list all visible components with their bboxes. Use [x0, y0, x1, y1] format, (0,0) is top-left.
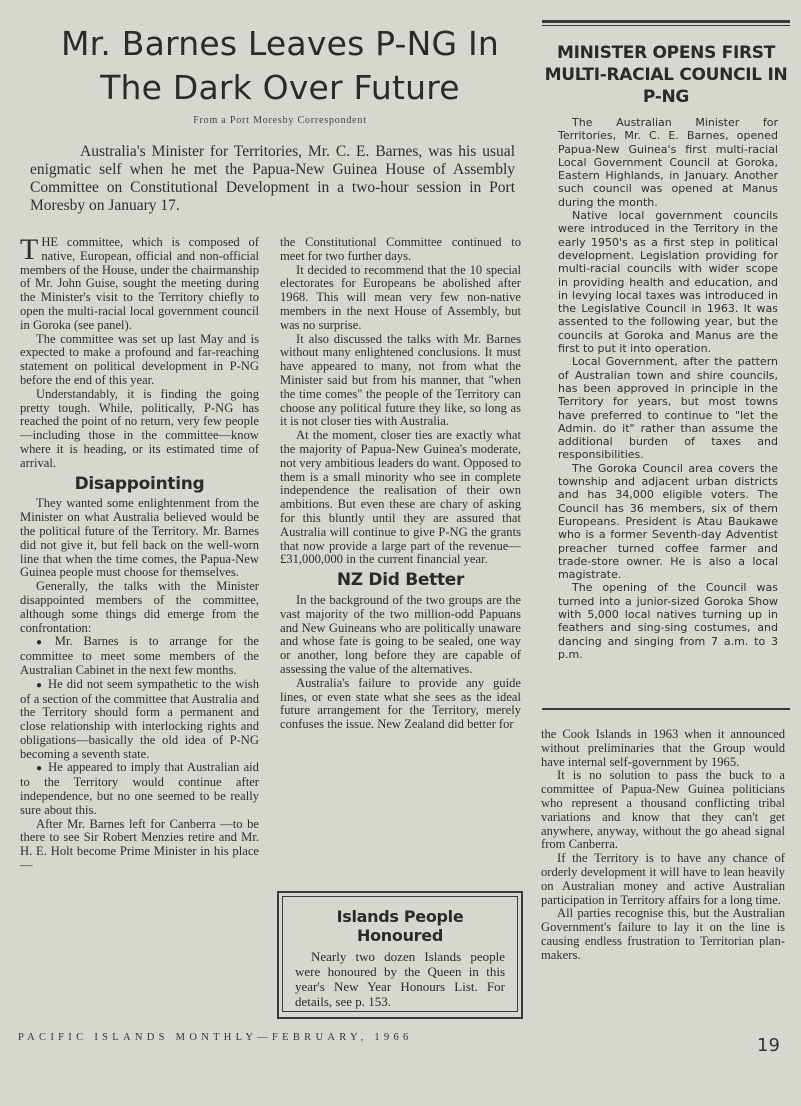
honours-box-title: Islands People Honoured: [336, 907, 464, 945]
col2-paragraph-5: In the background of the two groups are the vast majority of the two million-odd Papuans and New Guineans who are politically unaware and whose fate is going to be sealed, one way or another, long before they are capable of assessing the value of the alternatives.: [280, 592, 521, 676]
col3-paragraph-4: All parties recognise this, but the Australian Government's failure to lay it on the line is causing endless frustration to Territorian plan-makers.: [541, 906, 785, 962]
sidebar-paragraph-1: The Australian Minister for Territories, Mr. C. E. Barnes, opened Papua-New Guinea's first multi-racial Local Government Council at Goroka, Eastern Highlands, in January. Another such council was opened at Manus during the month.: [558, 116, 778, 209]
column-2: [280, 236, 521, 732]
honours-box: [277, 891, 523, 1019]
subhead-disappointing: Disappointing: [74, 473, 205, 494]
col1-paragraph-4: They wanted some enlightenment from the Minister on what Australia believed would be the political future of the Territory. Mr. Barnes did not give it, but fell back on the well-worn line that when the time comes, the Papua-New Guinea people must choose for themselves.: [20, 496, 259, 580]
sidebar-top-rule-thin: [542, 25, 790, 26]
col2-paragraph-2: It decided to recommend that the 10 special electorates for Europeans be abolished after 1968. This will mean very few non-native members in the next House of Assembly, but was no surprise.: [280, 262, 521, 332]
sidebar-paragraph-3: Local Government, after the pattern of Australian town and shire councils, has been approved in principle in the Territory for years, but most towns have preferred to continue to "let the Admin. do it" rather than assume the additional burden of taxes and responsibilities.: [558, 355, 778, 462]
column-3: [541, 728, 785, 963]
subhead-nz-did-better: NZ Did Better: [336, 570, 465, 591]
sidebar-panel: [542, 20, 790, 710]
sidebar-paragraph-5: The opening of the Council was turned into a junior-sized Goroka Show with 5,000 local natives turning up in feathers and sing-sing costumes, and dancing and singing from 7 a.m. to 3 p.m.: [558, 581, 778, 661]
sidebar-top-rule: [542, 20, 790, 23]
col1-paragraph-1: THE committee, which is composed of native, European, official and non-official members of the House, under the chairmanship of Mr. John Guise, sought the meeting during the Minister's visit to the Territory chiefly to open the multi-racial local government council in Goroka (see panel).: [20, 233, 259, 332]
col1-paragraph-2: The committee was set up last May and is expected to make a profound and far-reaching statement on political development in P-NG before the end of this year.: [20, 331, 259, 387]
col2-paragraph-3: It also discussed the talks with Mr. Barnes without many enlightened conclusions. It must have appeared to many, not from what the Minister said but from his manner, that "when the time comes" the people of the Territory can choose any political future they like, so long as it is not closer ties with Australia.: [280, 331, 521, 429]
sidebar-bottom-rule: [542, 708, 790, 710]
sidebar-paragraph-4: The Goroka Council area covers the township and adjacent urban districts and has 34,000 eligible voters. The Council has 36 members, six of them Europeans. President is Atau Baukawe who is a former Seventh-day Adventist preacher turned coffee farmer and trade-store owner. He is also a local magistrate.: [558, 461, 778, 582]
lead-paragraph: Australia's Minister for Territories, Mr. C. E. Barnes, was his usual enigmatic self when he met the Papua-New Guinea House of Assembly Committee on Constitutional Development in a two-hour session in Port Moresby on January 17.: [30, 143, 515, 214]
col1-paragraph-3: Understandably, it is finding the going pretty tough. While, politically, P-NG has reached the point of no return, very few people—including those in the committee—know where it is heading, or its estimated time of arrival.: [20, 386, 259, 470]
sidebar-body: [542, 116, 790, 661]
col3-paragraph-2: It is no solution to pass the buck to a committee of Papua-New Guinea politicians who represent a thousand conflicting tribal variations and know that they can't get anywhere, anyway, without the go ahead signal from Canberra.: [541, 768, 785, 852]
headline-line-2: The Dark Over Future: [100, 68, 460, 107]
col2-paragraph-6: Australia's failure to provide any guide lines, or even state what she sees as the ideal future arrangement for the Territory, merely confuses the issue. New Zealand did better for: [280, 675, 521, 732]
headline-line-1: Mr. Barnes Leaves P-NG In: [60, 24, 500, 63]
col3-paragraph-3: If the Territory is to have any chance of orderly development it will have to lean heavily on Australian money and active Australian participation in Territory affairs for a long time.: [541, 851, 785, 907]
col1-paragraph-5: Generally, the talks with the Minister disappointed members of the committee, although some things did emerge from the confrontation:: [20, 579, 259, 635]
drop-cap: T: [20, 233, 39, 266]
honours-box-text: Nearly two dozen Islands people were honoured by the Queen in this year's New Year Honours List. For details, see p. 153.: [295, 949, 505, 1009]
bullet-item-2: ● He did not seem sympathetic to the wish of a section of the committee that Australia and the Territory should form a permanent and close relationship with interlocking rights and obligations—basically the old idea of P-NG becoming a seventh state.: [20, 678, 259, 762]
column-1: [20, 233, 259, 873]
sidebar-title: MINISTER OPENS FIRST MULTI-RACIAL COUNCIL IN P-NG: [544, 43, 788, 107]
col2-paragraph-4: At the moment, closer ties are exactly what the majority of Papua-New Guinea's moderate, not very ambitious leaders do want. Opposed to them is a small minority who see in complete independence the realisation of their own ambitions. But even these are chary of asking for this bluntly until they are assured that Australia will continue to give P-NG the grants that now provide a large part of the revenue—£31,000,000 in the current financial year.: [280, 428, 521, 567]
col3-paragraph-1: the Cook Islands in 1963 when it announced without preliminaries that the Group would have internal self-government by 1965.: [541, 727, 785, 769]
bullet-item-1: ● Mr. Barnes is to arrange for the committee to meet some members of the Australian Cabinet in the next few months.: [20, 635, 259, 677]
col2-paragraph-1: the Constitutional Committee continued to meet for two further days.: [280, 235, 521, 263]
sidebar-paragraph-2: Native local government councils were introduced in the Territory in the early 1950's as a first step in political development. Legislation providing for multi-racial councils with wider scope in providing health and education, and in levying local taxes was introduced in the Legislative Council in 1963. It was assented to the following year, but the councils at Goroka and Manus are the first to put it into operation.: [558, 209, 778, 356]
bullet-item-3: ● He appeared to imply that Australian aid to the Territory would continue after independence, but no one seemed to be really sure about this.: [20, 761, 259, 817]
page-footer: PACIFIC ISLANDS MONTHLY—FEBRUARY, 1966: [18, 1032, 413, 1043]
byline: From a Port Moresby Correspondent: [193, 115, 367, 126]
col1-paragraph-6: After Mr. Barnes left for Canberra —to be there to see Sir Robert Menzies retire and Mr. H. E. Holt become Prime Minister in his place—: [20, 816, 259, 873]
article-headline: [25, 22, 535, 110]
page-number: 19: [757, 1035, 780, 1056]
